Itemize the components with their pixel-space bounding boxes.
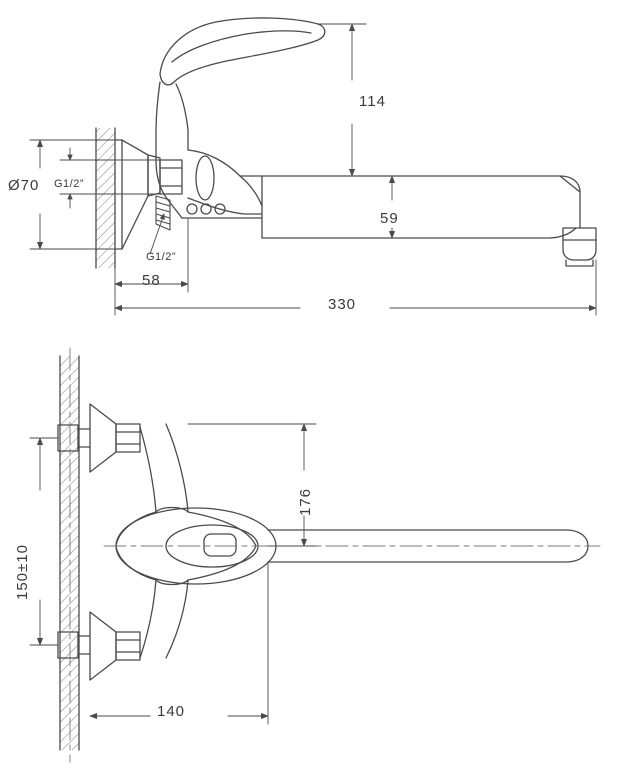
dimension-label-114: 114 <box>359 93 386 110</box>
spout-base-side <box>182 150 262 218</box>
mixer-body-front <box>116 424 256 658</box>
thread-detail-side <box>156 196 170 230</box>
dimension-label-150: 150±10 <box>14 544 31 600</box>
wall-section-side <box>96 128 115 268</box>
dimension-label-diameter-70: Ø70 <box>8 177 40 194</box>
dimension-176 <box>188 424 316 546</box>
dimension-label-176: 176 <box>297 487 314 516</box>
dimension-150 <box>30 438 58 645</box>
view-side-elevation <box>30 18 596 315</box>
dimension-label-thread-upper: G1/2” <box>54 178 85 190</box>
dimension-114 <box>262 24 366 176</box>
dimension-label-thread-lower: G1/2” <box>146 251 177 263</box>
swivel-spout-side <box>262 176 596 266</box>
dimension-59 <box>262 176 420 238</box>
wall-flange-side <box>115 140 160 249</box>
lever-handle-side <box>160 18 325 85</box>
dimension-label-140: 140 <box>157 703 186 720</box>
dimension-label-59: 59 <box>380 210 399 227</box>
dimension-label-330: 330 <box>328 296 357 313</box>
view-front-elevation <box>30 348 600 762</box>
dimension-label-58: 58 <box>142 272 161 289</box>
inlet-nut-side <box>160 160 182 194</box>
wall-section-front <box>60 356 79 750</box>
